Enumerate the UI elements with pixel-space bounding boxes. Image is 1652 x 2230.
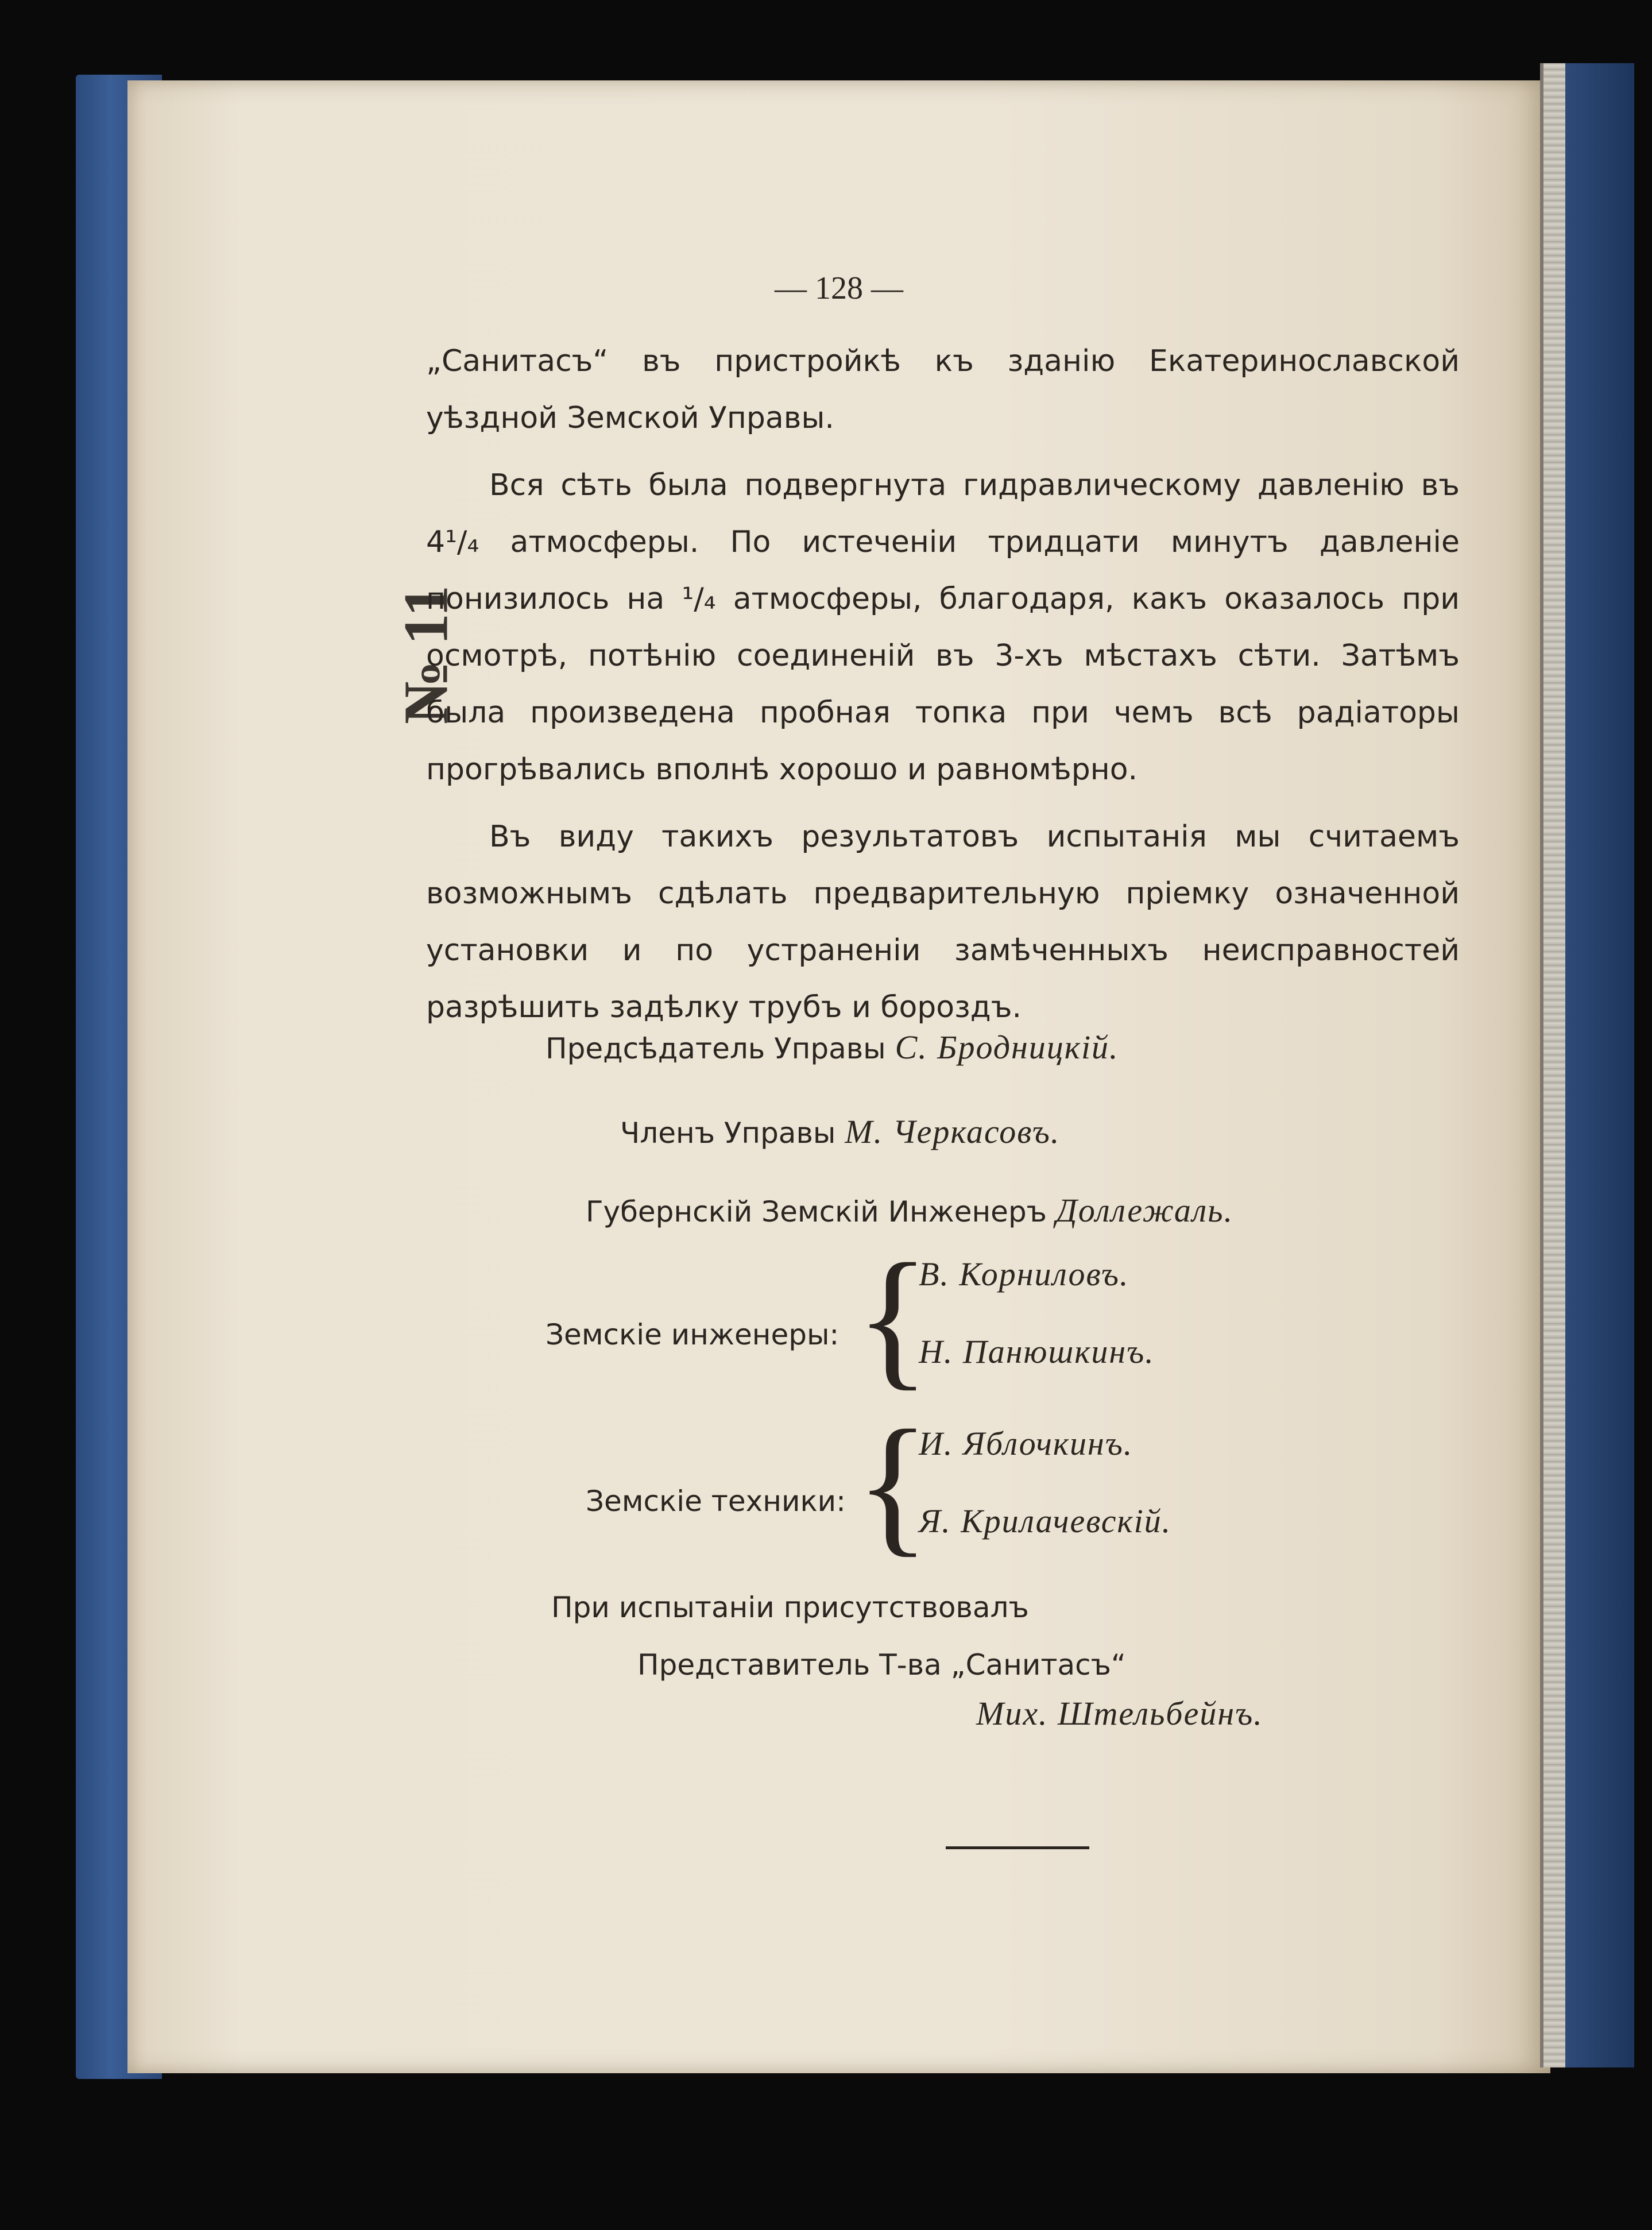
technician-1-signature: И. Яблочкинъ.	[919, 1425, 1133, 1462]
page-number: — 128 —	[775, 270, 903, 306]
margin-document-number: № 11	[390, 585, 461, 724]
body-text	[426, 333, 1460, 1046]
technician-2-signature: Я. Крилачевскій.	[919, 1502, 1172, 1540]
technicians-title: Земскіе техники:	[586, 1485, 846, 1518]
engineer-1-signature: В. Корниловъ.	[919, 1255, 1129, 1293]
witness-line-1: При испытаніи присутствовалъ	[551, 1591, 1029, 1624]
paragraph-2: Вся сѣть была подвергнута гидравлическому давленію въ 4¹/₄ атмосферы. По истеченіи тридцати минутъ давленіе понизилось на ¹/₄ атмосферы, благодаря, какъ оказалось при осмотрѣ, потѣнію соединеній въ 3-хъ мѣстахъ сѣти. Затѣмъ была произведена пробная топка при чемъ всѣ радіаторы прогрѣвались вполнѣ хорошо и равномѣрно.	[426, 468, 1460, 787]
witness-line-2: Представитель Т-ва „Санитасъ“	[637, 1648, 1126, 1682]
engineers-brace: {	[856, 1232, 930, 1404]
paragraph-3: Въ виду такихъ результатовъ испытанія мы считаемъ возможнымъ сдѣлать предварительную пріемку означенной установки и по устраненіи замѣченныхъ неисправностей разрѣшить задѣлку трубъ и бороздъ.	[426, 820, 1460, 1025]
book-page	[127, 80, 1550, 2073]
gov-engineer-signature: Доллежаль.	[1055, 1192, 1234, 1229]
technicians-brace: {	[856, 1398, 930, 1570]
signature-gov-engineer	[586, 1191, 1233, 1230]
chairman-title: Предсѣдатель Управы	[545, 1032, 886, 1065]
next-page-edge	[1565, 63, 1634, 2067]
engineer-2-signature: Н. Панюшкинъ.	[919, 1333, 1155, 1370]
signature-member	[620, 1112, 1060, 1151]
chairman-signature: С. Бродницкій.	[895, 1029, 1119, 1066]
closing-rule	[946, 1846, 1089, 1849]
book-spine-binding	[1540, 63, 1569, 2067]
member-title: Членъ Управы	[620, 1116, 836, 1150]
paragraph-1: „Санитасъ“ въ пристройкѣ къ зданію Екатеринославской уѣздной Земской Управы.	[426, 344, 1460, 435]
witness-signature: Мих. Штельбейнъ.	[976, 1695, 1263, 1732]
gov-engineer-title: Губернскій Земскій Инженеръ	[586, 1195, 1047, 1228]
signature-chairman	[545, 1028, 1119, 1066]
member-signature: М. Черкасовъ.	[845, 1113, 1061, 1150]
engineers-title: Земскіе инженеры:	[545, 1318, 839, 1351]
